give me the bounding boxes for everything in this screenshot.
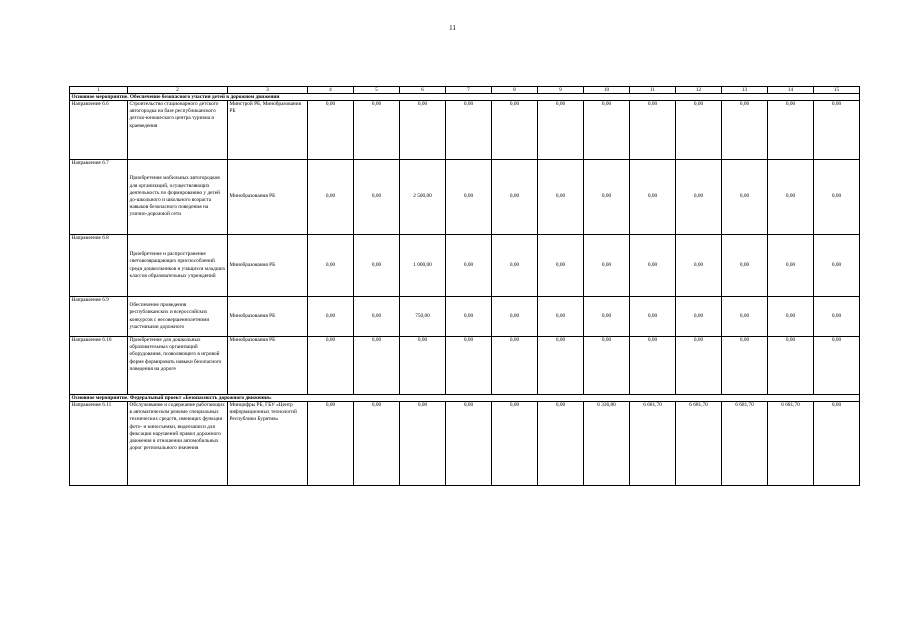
value-cell: 2 500,00 bbox=[400, 160, 446, 235]
value-cell: 0,00 bbox=[814, 101, 860, 160]
column-header: 13 bbox=[722, 87, 768, 94]
value-cell: 0,00 bbox=[400, 101, 446, 160]
value-cell: 0,00 bbox=[722, 101, 768, 160]
value-cell: 0,00 bbox=[630, 297, 676, 337]
value-cell: 0,00 bbox=[538, 337, 584, 395]
executor: Минобразования РБ bbox=[228, 337, 308, 395]
value-cell: 0,00 bbox=[354, 160, 400, 235]
value-cell: 0,00 bbox=[354, 297, 400, 337]
value-cell: 0,00 bbox=[814, 235, 860, 297]
value-cell: 0,00 bbox=[446, 402, 492, 486]
program-table bbox=[69, 86, 860, 486]
value-cell: 0,00 bbox=[492, 297, 538, 337]
direction-description: Приобретение для дошкольных образовательных организаций оборудования, позволяющего в игровой форме формировать навыки безопасного поведения на дороге bbox=[128, 337, 228, 395]
direction-description: Строительство стационарного детского автогородка на базе республиканского детско-юношеского центра туризма и краеведения bbox=[128, 101, 228, 160]
value-cell: 0,00 bbox=[768, 297, 814, 337]
executor: Минстрой РБ, Минобразования РБ bbox=[228, 101, 308, 160]
value-cell: 0,00 bbox=[492, 235, 538, 297]
direction-description: Приобретение мобильных автогородков для организаций, осуществляющих деятельность по формированию у детей до-школьного и школьного возраста навыков безопасного поведения на улично-дорожной сети bbox=[128, 160, 228, 235]
value-cell: 6 681,70 bbox=[768, 402, 814, 486]
value-cell: 0,00 bbox=[492, 101, 538, 160]
value-cell: 0,00 bbox=[676, 337, 722, 395]
column-header: 15 bbox=[814, 87, 860, 94]
column-header: 7 bbox=[446, 87, 492, 94]
value-cell: 0,00 bbox=[814, 297, 860, 337]
value-cell: 0,00 bbox=[354, 337, 400, 395]
page-number: 11 bbox=[449, 24, 456, 32]
column-header: 6 bbox=[400, 87, 446, 94]
value-cell: 0,00 bbox=[308, 337, 354, 395]
value-cell: 0,00 bbox=[722, 337, 768, 395]
value-cell: 0,00 bbox=[768, 235, 814, 297]
direction-name: Направление 6.11 bbox=[70, 402, 128, 486]
value-cell: 6 681,70 bbox=[630, 402, 676, 486]
table-row bbox=[70, 101, 860, 160]
value-cell: 0,00 bbox=[538, 101, 584, 160]
executor: Минцифры РБ, ГБУ «Центр информационных технологий Республики Бурятия» bbox=[228, 402, 308, 486]
value-cell: 0,00 bbox=[446, 337, 492, 395]
column-header: 12 bbox=[676, 87, 722, 94]
value-cell: 0,00 bbox=[584, 297, 630, 337]
direction-name: Направление 6.7 bbox=[70, 160, 128, 235]
value-cell: 0,00 bbox=[354, 402, 400, 486]
value-cell: 6 681,70 bbox=[676, 402, 722, 486]
value-cell: 0,00 bbox=[308, 402, 354, 486]
value-cell: 0,00 bbox=[814, 160, 860, 235]
value-cell: 0,00 bbox=[446, 297, 492, 337]
value-cell: 0,00 bbox=[722, 235, 768, 297]
column-header: 10 bbox=[584, 87, 630, 94]
value-cell: 0,00 bbox=[538, 402, 584, 486]
value-cell: 0,00 bbox=[308, 101, 354, 160]
value-cell: 0,00 bbox=[584, 337, 630, 395]
table-row bbox=[70, 235, 860, 297]
value-cell: 1 000,00 bbox=[400, 235, 446, 297]
table-row bbox=[70, 160, 860, 235]
column-header: 5 bbox=[354, 87, 400, 94]
value-cell: 0,00 bbox=[308, 160, 354, 235]
column-header: 9 bbox=[538, 87, 584, 94]
table-row bbox=[70, 297, 860, 337]
value-cell: 6 336,80 bbox=[584, 402, 630, 486]
executor: Минобразования РБ bbox=[228, 297, 308, 337]
table-row bbox=[70, 337, 860, 395]
direction-name: Направление 6.9 bbox=[70, 297, 128, 337]
value-cell: 0,00 bbox=[676, 101, 722, 160]
value-cell: 0,00 bbox=[768, 101, 814, 160]
table-row bbox=[70, 402, 860, 486]
value-cell: 0,00 bbox=[538, 235, 584, 297]
value-cell: 0,00 bbox=[308, 297, 354, 337]
column-header: 3 bbox=[228, 87, 308, 94]
value-cell: 0,00 bbox=[584, 160, 630, 235]
section-row bbox=[70, 94, 860, 101]
direction-description: Приобретение и распространение световозвращающих приспособлений среди дошкольников и учащихся младших классов образовательных учреждений bbox=[128, 235, 228, 297]
value-cell: 0,00 bbox=[630, 160, 676, 235]
value-cell: 0,00 bbox=[538, 160, 584, 235]
value-cell: 0,00 bbox=[630, 337, 676, 395]
value-cell: 0,00 bbox=[814, 402, 860, 486]
column-header: 8 bbox=[492, 87, 538, 94]
direction-name: Направление 6.6 bbox=[70, 101, 128, 160]
value-cell: 0,00 bbox=[538, 297, 584, 337]
value-cell: 0,00 bbox=[722, 297, 768, 337]
value-cell: 0,00 bbox=[630, 235, 676, 297]
value-cell: 750,00 bbox=[400, 297, 446, 337]
direction-name: Направление 6.10 bbox=[70, 337, 128, 395]
executor: Минобразования РБ bbox=[228, 160, 308, 235]
value-cell: 0,00 bbox=[400, 402, 446, 486]
value-cell: 0,00 bbox=[446, 160, 492, 235]
value-cell: 0,00 bbox=[584, 101, 630, 160]
value-cell: 0,00 bbox=[308, 235, 354, 297]
value-cell: 0,00 bbox=[630, 101, 676, 160]
column-header: 2 bbox=[128, 87, 228, 94]
value-cell: 0,00 bbox=[584, 235, 630, 297]
value-cell: 0,00 bbox=[492, 160, 538, 235]
section-row bbox=[70, 395, 860, 402]
column-header: 11 bbox=[630, 87, 676, 94]
value-cell: 0,00 bbox=[400, 337, 446, 395]
column-header: 1 bbox=[70, 87, 128, 94]
direction-name: Направление 6.8 bbox=[70, 235, 128, 297]
direction-description: Обеспечение проведения республиканских и всероссийских конкурсов с несовершеннолетними участниками дорожного bbox=[128, 297, 228, 337]
section-title: Основное мероприятие. Федеральный проект «Безопасность дорожного движения» bbox=[70, 395, 860, 402]
value-cell: 0,00 bbox=[676, 160, 722, 235]
value-cell: 0,00 bbox=[768, 337, 814, 395]
column-header: 14 bbox=[768, 87, 814, 94]
value-cell: 0,00 bbox=[446, 101, 492, 160]
value-cell: 0,00 bbox=[676, 297, 722, 337]
column-number-row bbox=[70, 87, 860, 94]
value-cell: 0,00 bbox=[768, 160, 814, 235]
value-cell: 0,00 bbox=[676, 235, 722, 297]
executor: Минобразования РБ bbox=[228, 235, 308, 297]
column-header: 4 bbox=[308, 87, 354, 94]
direction-description: Обслуживание и содержание работающих в автоматическом режиме специальных технических средств, имеющих функции фото- и киносъемки, видеозаписи для фиксации нарушений правил дорожного движения в отношении автомобильных дорог регионального значения bbox=[128, 402, 228, 486]
value-cell: 0,00 bbox=[814, 337, 860, 395]
value-cell: 6 681,70 bbox=[722, 402, 768, 486]
section-title: Основное мероприятие. Обеспечение безопасного участия детей в дорожном движении bbox=[70, 94, 860, 101]
value-cell: 0,00 bbox=[722, 160, 768, 235]
value-cell: 0,00 bbox=[354, 235, 400, 297]
value-cell: 0,00 bbox=[492, 402, 538, 486]
value-cell: 0,00 bbox=[492, 337, 538, 395]
value-cell: 0,00 bbox=[446, 235, 492, 297]
value-cell: 0,00 bbox=[354, 101, 400, 160]
